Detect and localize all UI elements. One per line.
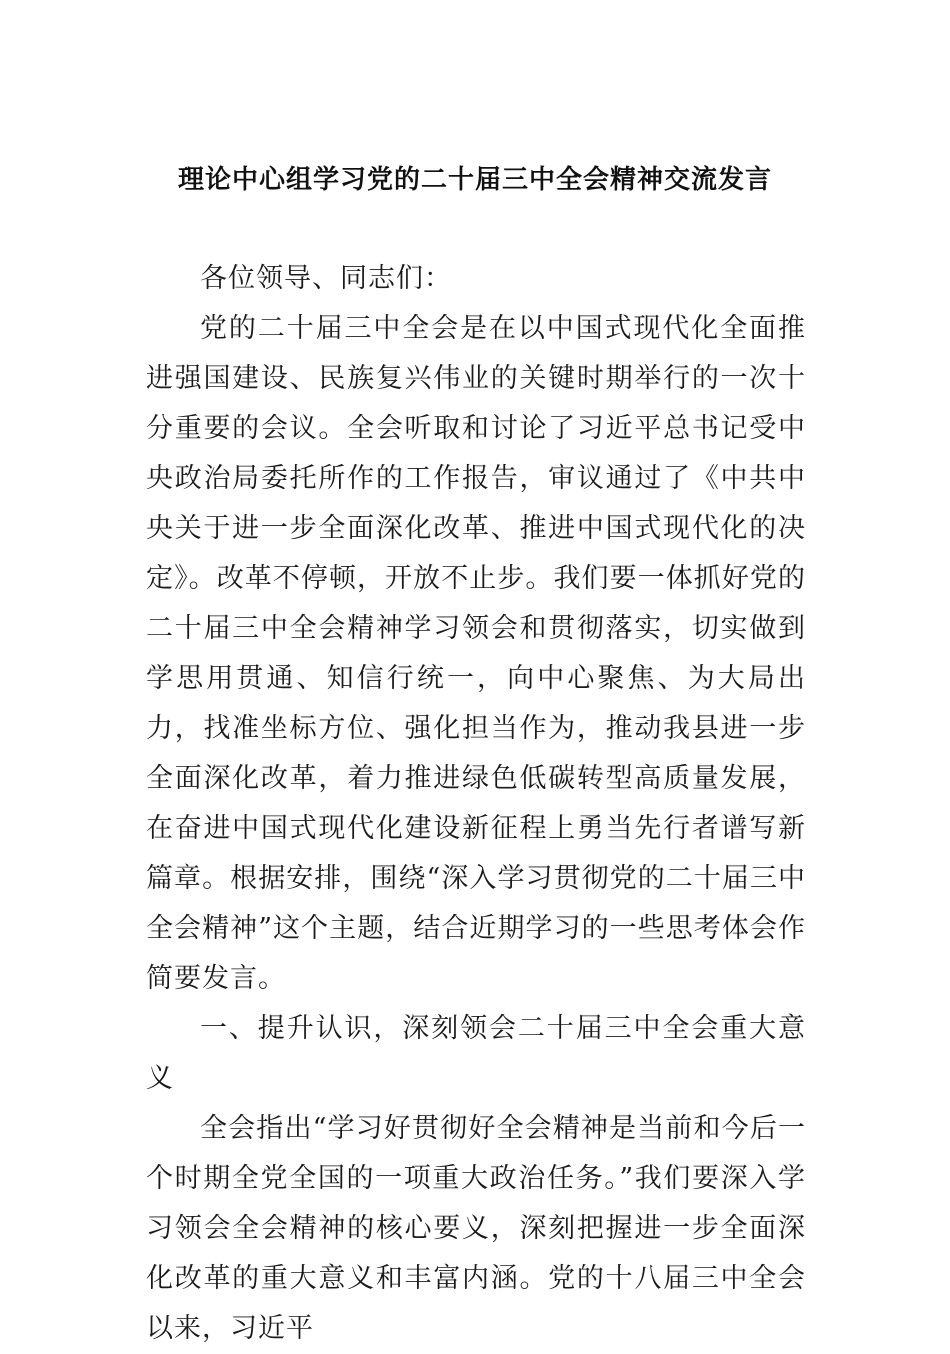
paragraph-section-1: 全会指出“学习好贯彻好全会精神是当前和今后一个时期全党全国的一项重大政治任务。”我们要深入学习领会全会精神的核心要义，深刻把握进一步全面深化改革的重大意义和丰富内涵。党的十八届三中全会以来，习近平 <box>146 1113 806 1344</box>
paragraph-intro: 党的二十届三中全会是在以中国式现代化全面推进强国建设、民族复兴伟业的关键时期举行的一次十分重要的会议。全会听取和讨论了习近平总书记受中央政治局委托所作的工作报告，审议通过了《中共中央关于进一步全面深化改革、推进中国式现代化的决定》。改革不停顿，开放不止步。我们要一体抓好党的二十届三中全会精神学习领会和贯彻落实，切实做到学思用贯通、知信行统一，向中心聚焦、为大局出力，找准坐标方位、强化担当作为，推动我县进一步全面深化改革，着力推进绿色低碳转型高质量发展，在奋进中国式现代化建设新征程上勇当先行者谱写新篇章。根据安排，围绕“深入学习贯彻党的二十届三中全会精神”这个主题，结合近期学习的一些思考体会作简要发言。 <box>146 313 806 994</box>
section-heading: 一、提升认识，深刻领会二十届三中全会重大意义 <box>146 1013 806 1094</box>
salutation: 各位领导、同志们： <box>200 263 452 294</box>
document-body <box>146 254 806 1354</box>
document-title: 理论中心组学习党的二十届三中全会精神交流发言 <box>177 165 772 195</box>
